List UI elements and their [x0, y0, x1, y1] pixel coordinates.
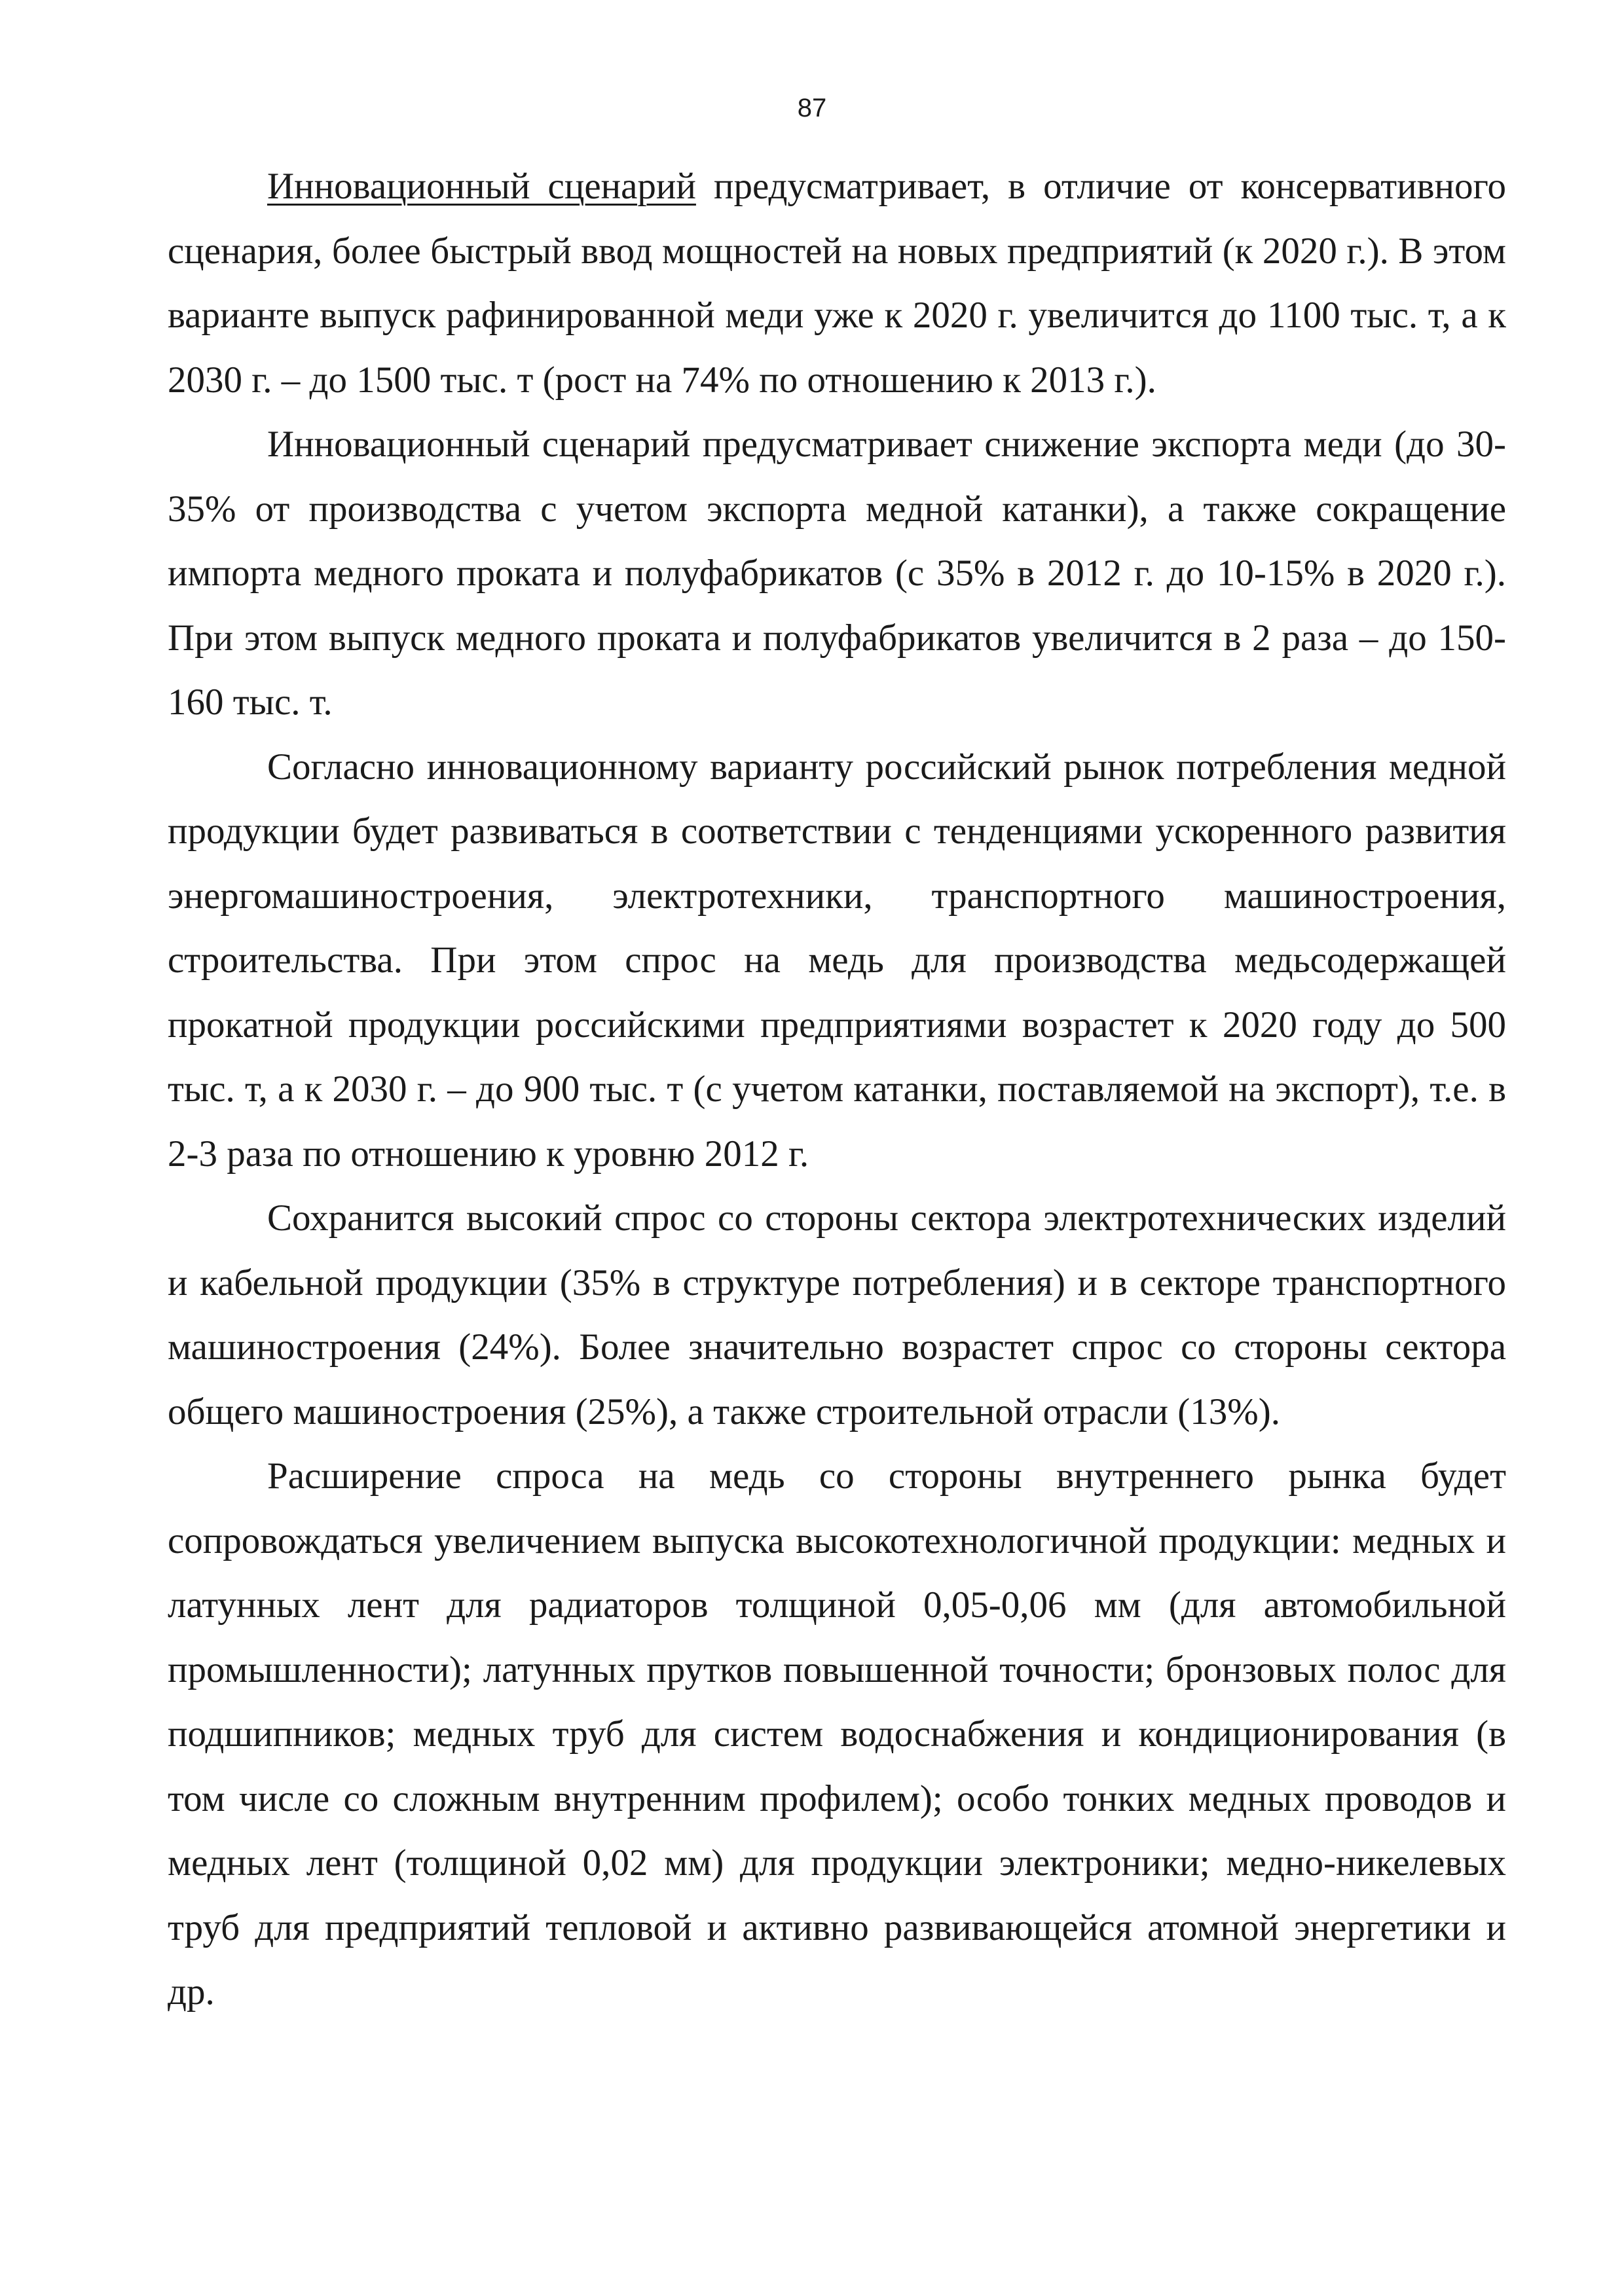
paragraph-innovative-scenario-intro: [168, 155, 1506, 412]
underlined-term: Инновационный сценарий: [267, 166, 696, 207]
paragraph-demand-sectors: Сохранится высокий спрос со стороны сектора электротехнических изделий и кабельной продукции (35% в структуре потребления) и в секторе транспортного машиностроения (24%). Более значительно возрастет спрос со стороны сектора общего машиностроения (25%), а также строительной отрасли (13%).: [168, 1197, 1506, 1432]
paragraph-export-reduction: Инновационный сценарий предусматривает снижение экспорта меди (до 30-35% от производства с учетом экспорта медной катанки), а также сокращение импорта медного проката и полуфабрикатов (с 35% в 2012 г. до 10-15% в 2020 г.). При этом выпуск медного проката и полуфабрикатов увеличится в 2 раза – до 150-160 тыс. т.: [168, 424, 1506, 723]
page-number: 87: [797, 94, 827, 122]
paragraph-market-development: Согласно инновационному варианту российский рынок потребления медной продукции будет развиваться в соответствии с тенденциями ускоренного развития энергомашиностроения, электротехники, транспортного машиностроения, строительства. При этом спрос на медь для производства медьсодержащей прокатной продукции российскими предприятиями возрастет к 2020 году до 500 тыс. т, а к 2030 г. – до 900 тыс. т (с учетом катанки, поставляемой на экспорт), т.е. в 2-3 раза по отношению к уровню 2012 г.: [168, 746, 1506, 1175]
document-body: [168, 155, 1506, 2025]
paragraph-high-tech-products: Расширение спроса на медь со стороны внутреннего рынка будет сопровождаться увеличением выпуска высокотехнологичной продукции: медных и латунных лент для радиаторов толщиной 0,05-0,06 мм (для автомобильной промышленности); латунных прутков повышенной точности; бронзовых полос для подшипников; медных труб для систем водоснабжения и кондиционирования (в том числе со сложным внутренним профилем); особо тонких медных проводов и медных лент (толщиной 0,02 мм) для продукции электроники; медно-никелевых труб для предприятий тепловой и активно развивающейся атомной энергетики и др.: [168, 1455, 1506, 2013]
paragraph-text: предусматривает, в отличие от консервативного сценария, более быстрый ввод мощностей на новых предприятий (к 2020 г.). В этом варианте выпуск рафинированной меди уже к 2020 г. увеличится до 1100 тыс. т, а к 2030 г. – до 1500 тыс. т (рост на 74% по отношению к 2013 г.).: [168, 166, 1506, 401]
